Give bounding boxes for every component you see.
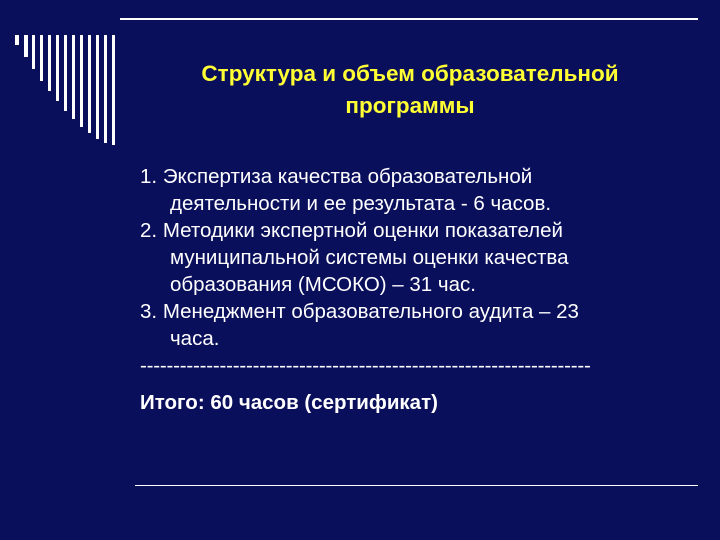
list-item-text: деятельности и ее результата - 6 часов. bbox=[170, 192, 552, 215]
slide-title-line-1: Структура и объем образовательной bbox=[201, 61, 619, 86]
slide-title bbox=[130, 58, 690, 122]
list-item bbox=[140, 217, 700, 298]
list-item bbox=[140, 163, 700, 217]
list-item-text: Менеджмент образовательного аудита – 23 bbox=[162, 300, 579, 323]
list-item-text: Экспертиза качества образовательной bbox=[162, 165, 533, 188]
list-item bbox=[140, 298, 700, 352]
list-item-text: Методики экспертной оценки показателей bbox=[162, 219, 563, 242]
list-item-number: 1. bbox=[140, 165, 158, 188]
slide-body bbox=[140, 163, 700, 416]
list-item-number: 3. bbox=[140, 300, 158, 323]
list-item-text: часа. bbox=[170, 327, 220, 350]
list-item-text: образования (МСОКО) – 31 час. bbox=[170, 273, 476, 296]
list-item-number: 2. bbox=[140, 219, 158, 242]
bottom-rule bbox=[135, 485, 698, 486]
top-rule bbox=[120, 18, 698, 20]
total-text: Итого: 60 часов (сертификат) bbox=[140, 391, 438, 414]
separator-line: -------------------------------------------------------------------- bbox=[140, 354, 591, 377]
slide-title-line-2: программы bbox=[345, 93, 475, 118]
list-item-text: муниципальной системы оценки качества bbox=[170, 246, 569, 269]
decorative-bars bbox=[15, 35, 115, 145]
